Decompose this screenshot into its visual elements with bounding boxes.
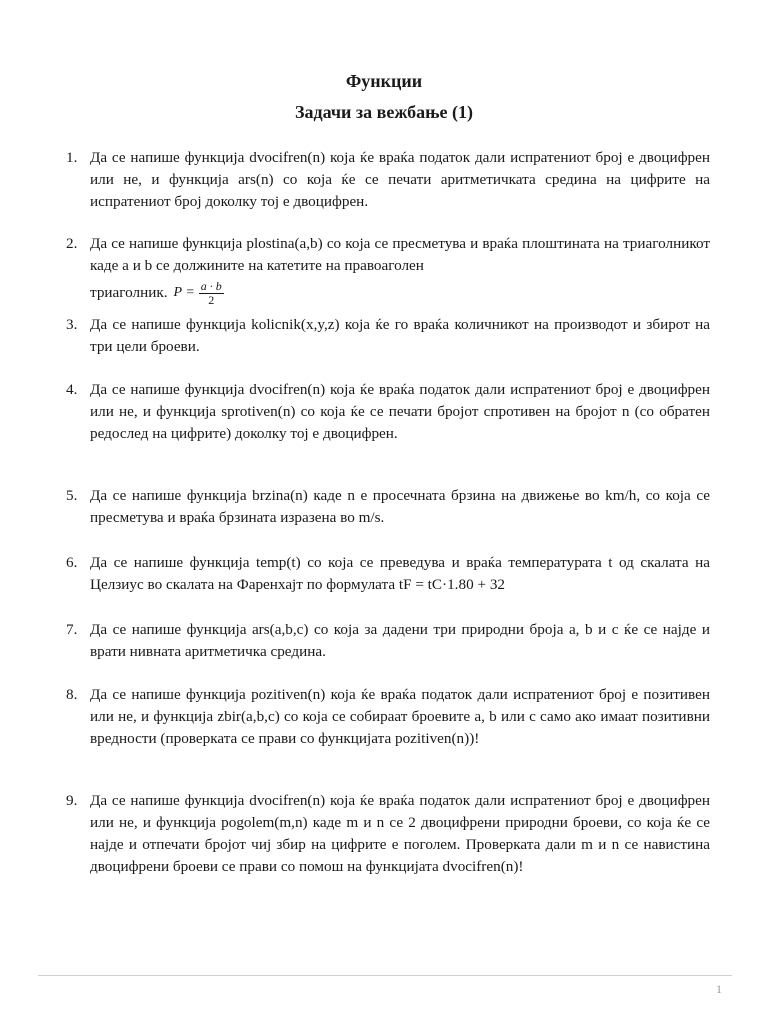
task-number: 8. xyxy=(66,686,78,703)
formula-denominator: 2 xyxy=(208,292,215,307)
task-item xyxy=(66,314,710,358)
area-formula xyxy=(174,280,224,307)
formula-fraction xyxy=(199,280,224,307)
task-text: Да се напише функција pozitiven(n) која ќе враќа податок дали испратениот број е позитивен или не, и функција zbir(a,b,c) со која се собираат броевите a, b или c само ако имаат позитивни вредности (проверката се прави со функцијата pozitiven(n))! xyxy=(90,686,710,747)
page-title: Функции xyxy=(345,71,423,91)
formula-numerator: a · b xyxy=(200,278,222,293)
task-item xyxy=(66,379,710,445)
task-text: Да се напише функција ars(a,b,c) со која за дадени три природни броја a, b и c ќе се најде и врати нивната аритметичка средина. xyxy=(90,621,710,660)
formula-lhs: P = xyxy=(173,285,195,300)
task-number: 6. xyxy=(66,554,78,571)
page-subtitle: Задачи за вежбање (1) xyxy=(295,102,473,122)
task-item xyxy=(66,790,710,878)
task-item xyxy=(66,485,710,529)
task-number: 9. xyxy=(66,792,78,809)
task-item xyxy=(66,684,710,750)
task-number: 7. xyxy=(66,621,78,638)
task-text: Да се напише функција dvocifren(n) која ќе враќа податок дали испратениот број е двоцифрен или не, и функција ars(n) со која ќе се печати аритметичката средина на цифрите на испратениот број доколку тој е двоцифрен. xyxy=(90,149,710,210)
task-text: Да се напише функција dvocifren(n) која ќе враќа податок дали испратениот број е двоцифрен или не, и функција pogolem(m,n) каде m и n се 2 двоцифрени природни броеви, со која ќе се најде и отпечати бројот чиј збир на цифрите е поголем. Проверката дали m и n се навистина двоцифрени броеви се прави со помош на функцијата dvocifren(n)! xyxy=(90,792,710,875)
task-item xyxy=(66,233,710,309)
task-number: 2. xyxy=(66,235,78,252)
task-text: Да се напише функција kolicnik(x,y,z) која ќе го враќа количникот на производот и збирот на три цели броеви. xyxy=(90,316,710,355)
task-item xyxy=(66,147,710,213)
task-number: 5. xyxy=(66,487,78,504)
task-text: Да се напише функција plostina(a,b) со која се пресметува и враќа плоштината на триаголникот каде а и b се должините на катетите на правоаголен xyxy=(90,235,710,274)
task-text: Да се напише функција temp(t) со која се преведува и враќа температурата t од скалата на Целзиус во скалата на Фаренхајт по формулата tF = tC·1.80 + 32 xyxy=(90,554,710,593)
task-number: 3. xyxy=(66,316,78,333)
task-text: Да се напише функција brzina(n) каде n е просечната брзина на движење во km/h, со која се пресметува и враќа брзината изразена во m/s. xyxy=(90,487,710,526)
task-text: Да се напише функција dvocifren(n) која ќе враќа податок дали испратениот број е двоцифрен или не, и функција sprotiven(n) со која ќе се печати бројот спротивен на бројот n (со обратен редослед на цифрите) доколку тој е двоцифрен. xyxy=(90,381,710,442)
page-number: 1 xyxy=(716,982,722,996)
task-item xyxy=(66,619,710,663)
footer-divider xyxy=(38,975,732,976)
task-number: 4. xyxy=(66,381,78,398)
task-text-end: триаголник. xyxy=(90,284,168,301)
task-item xyxy=(66,552,710,596)
task-number: 1. xyxy=(66,149,78,166)
formula-row xyxy=(90,277,710,309)
